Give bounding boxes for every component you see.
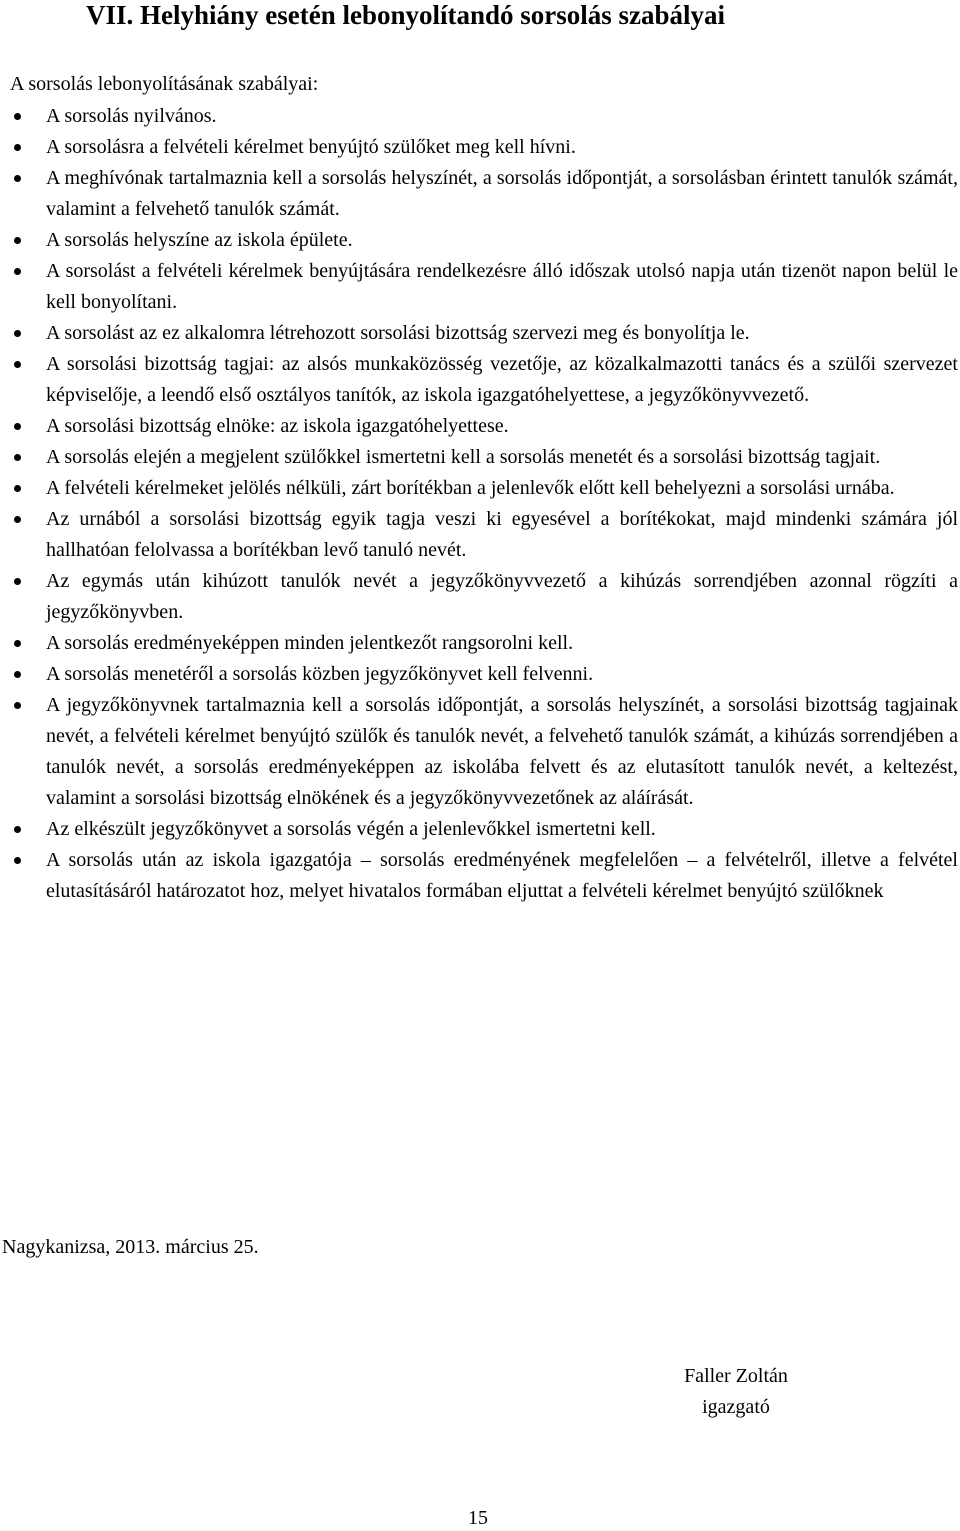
rule-item <box>0 814 958 845</box>
rule-text: Az elkészült jegyzőkönyvet a sorsolás végén a jelenlevőkkel ismertetni kell. <box>46 818 656 840</box>
bullet-icon <box>14 454 21 461</box>
rule-text: A sorsolási bizottság elnöke: az iskola igazgatóhelyettese. <box>46 415 509 437</box>
rule-text: A sorsolást az ez alkalomra létrehozott sorsolási bizottság szervezi meg és bonyolítja le. <box>46 322 750 344</box>
rule-item <box>0 628 958 659</box>
rule-item <box>0 566 958 628</box>
bullet-icon <box>14 671 21 678</box>
signer-name: Faller Zoltán <box>684 1365 788 1387</box>
rule-text: A felvételi kérelmeket jelölés nélküli, zárt borítékban a jelenlevők előtt kell behelyezni a sorsolási urnába. <box>46 477 895 499</box>
rule-text: A meghívónak tartalmaznia kell a sorsolás helyszínét, a sorsolás időpontját, a sorsolásban érintett tanulók számát, valamint a felvehető tanulók számát. <box>46 167 958 220</box>
bullet-icon <box>14 175 21 182</box>
rule-text: A sorsolási bizottság tagjai: az alsós munkaközösség vezetője, az közalkalmazotti tanács és a szülői szervezet képviselője, a leendő első osztályos tanítók, az iskola igazgatóhelyettese, a jegyzőkönyvvezető. <box>46 353 958 406</box>
rule-text: Az egymás után kihúzott tanulók nevét a jegyzőkönyvvezető a kihúzás sorrendjében azonnal rögzíti a jegyzőkönyvben. <box>46 570 958 623</box>
rule-text: A sorsolás után az iskola igazgatója – sorsolás eredményének megfelelően – a felvételről, illetve a felvétel elutasításáról határozatot hoz, melyet hivatalos formában eljuttat a felvételi kérelmet benyújtó szülőknek <box>46 849 958 902</box>
rule-item <box>0 659 958 690</box>
bullet-icon <box>14 578 21 585</box>
bullet-icon <box>14 702 21 709</box>
bullet-icon <box>14 640 21 647</box>
rule-item <box>0 256 958 318</box>
bullet-icon <box>14 826 21 833</box>
rule-item <box>0 225 958 256</box>
rule-text: A sorsolásra a felvételi kérelmet benyújtó szülőket meg kell hívni. <box>46 136 576 158</box>
bullet-icon <box>14 237 21 244</box>
bullet-icon <box>14 423 21 430</box>
bullet-icon <box>14 857 21 864</box>
bullet-icon <box>14 361 21 368</box>
rule-item <box>0 318 958 349</box>
rule-item <box>0 349 958 411</box>
signature-block <box>666 1361 806 1423</box>
intro-text: A sorsolás lebonyolításának szabályai: <box>10 73 319 95</box>
bullet-icon <box>14 268 21 275</box>
rule-item <box>0 163 958 225</box>
rules-list <box>0 101 960 907</box>
rule-text: A sorsolás helyszíne az iskola épülete. <box>46 229 353 251</box>
bullet-icon <box>14 516 21 523</box>
rule-text: A jegyzőkönyvnek tartalmaznia kell a sorsolás időpontját, a sorsolás helyszínét, a sorsolási bizottság tagjainak nevét, a felvételi kérelmet benyújtó szülők és tanulók nevét, a felvehető tanulók számát, a kihúzás sorrendjében a tanulók nevét, a sorsolás eredményeképpen az iskolába felvett és az elutasított tanulók nevét, a keltezést, valamint a sorsolási bizottság elnökének és a jegyzőkönyvvezetőnek az aláírását. <box>46 694 958 809</box>
rule-text: A sorsolás elején a megjelent szülőkkel ismertetni kell a sorsolás menetét és a sorsolási bizottság tagjait. <box>46 446 881 468</box>
bullet-icon <box>14 330 21 337</box>
place-and-date: Nagykanizsa, 2013. március 25. <box>2 1236 259 1258</box>
bullet-icon <box>14 485 21 492</box>
rule-item <box>0 411 958 442</box>
rule-text: Az urnából a sorsolási bizottság egyik tagja veszi ki egyesével a borítékokat, majd mindenki számára jól hallhatóan felolvassa a borítékban levő tanuló nevét. <box>46 508 958 561</box>
rule-text: A sorsolás menetéről a sorsolás közben jegyzőkönyvet kell felvenni. <box>46 663 594 685</box>
bullet-icon <box>14 113 21 120</box>
rule-item <box>0 845 958 907</box>
rule-item <box>0 132 958 163</box>
rule-item <box>0 473 958 504</box>
section-heading: VII. Helyhiány esetén lebonyolítandó sorsolás szabályai <box>86 0 726 30</box>
bullet-icon <box>14 144 21 151</box>
rule-item <box>0 442 958 473</box>
page-number: 15 <box>468 1507 488 1529</box>
rule-item <box>0 690 958 814</box>
rule-text: A sorsolást a felvételi kérelmek benyújtására rendelkezésre álló időszak utolsó napja után tizenöt napon belül le kell bonyolítani. <box>46 260 958 313</box>
rule-text: A sorsolás eredményeképpen minden jelentkezőt rangsorolni kell. <box>46 632 574 654</box>
rule-item <box>0 504 958 566</box>
signer-title: igazgató <box>702 1396 770 1418</box>
rule-item <box>0 101 958 132</box>
rule-text: A sorsolás nyilvános. <box>46 105 217 127</box>
